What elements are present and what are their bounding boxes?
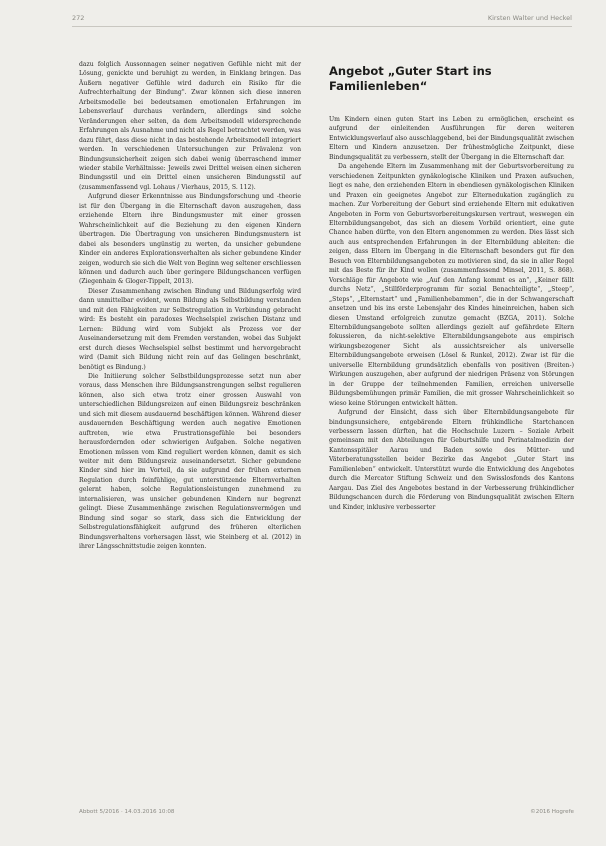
page-header (72, 14, 572, 26)
left-paragraph-1: dazu folglich Aussonnagen seiner negativen Gefühle nicht mit der Lösung, genickte und beruhigt zu werden, in Einklang bringen. Das Äußern negativer Gefühle wird dadurch ein Risiko für die Aufrechterhaltung der Bindung". Zwar können sich diese inneren Arbeitsmodelle bei bedeutsamen emotionalen Erfahrungen im Lebensverlauf durchaus verändern, allerdings sind solche Veränderungen eher selten, da dem Arbeitsmodell widersprechende Erfahrungen als Ausnahme und nicht als Regel betrachtet werden, was dazu führt, dass diese nicht in das bestehende Arbeitsmodell integriert werden. In verschiedenen Untersuchungen zur Prävalenz von Bindungsunsicherheit zeigen sich dabei wenig überraschend immer wieder stabile Verhältnisse: Jeweils zwei Drittel weisen einen sicheren Bindungsstil und ein Drittel einen unsicheren Bindungsstil auf (zusammenfassend vgl. Lohaus / Vierhaus, 2015, S. 112). (79, 61, 301, 191)
left-paragraph-4: Die Initiierung solcher Selbstbildungsprozesse setzt nun aber voraus, dass Menschen ihre Bildungsanstrengungen selbst regulieren können, also sich etwa trotz einer grossen Auswahl von unterschiedlichen Bildungsreizen auf einen Bildungsreiz beschränken und sich mit diesem ausdauernd beschäftigen können. Während dieser ausdauernden Beschäftigung werden auch negative Emotionen auftreten, wie etwa Frustrationsgefühle bei besonders herausfordernden oder schwierigen Aufgaben. Solche negativen Emotionen müssen vom Kind reguliert werden können, damit es sich weiter mit dem Bildungsreiz auseinandersetzt. Sicher gebundene Kinder sind hier im Vorteil, da sie aufgrund der frühen externen Regulation durch feinfühlige, gut unterstützende Elternverhalten gelernt haben, solche Regulationsleistungen zunehmend zu internalisieren, was unsicher gebundenen Kindern nur begrenzt gelingt. Diese Zusammenhänge zwischen Regulationsvermögen und Bindung sind sogar so stark, dass sich die Entwicklung der Selbstregulationsfähigkeit aufgrund des früheren elterlichen Bindungsverhaltens vorhersagen lässt, wie Steinberg et al. (2012) in ihrer Längsschnittstudie zeigen konnten. (79, 372, 301, 551)
left-paragraph-3: Dieser Zusammenhang zwischen Bindung und Bildungserfolg wird dann unmittelbar evident, wenn Bildung als Selbstbildung verstanden und mit den Fähigkeiten zur Selbstregulation in Verbindung gebracht wird: Es besteht ein paradoxes Wechselspiel zwischen Distanz und Lernen: Bildung wird vom Subjekt als Prozess vor der Auseinandersetzung mit dem Fremden verstanden, wobei das Subjekt erst durch dieses Wechselspiel selbst bestimmt und hervorgebracht wird (Damit sich Bildung nicht rein auf das Gelingen beschränkt, benötigt es Bindung.) (79, 287, 301, 371)
left-column (79, 60, 301, 552)
footer-right: ©2016 Hogrefe (530, 809, 574, 815)
header-rule (72, 26, 572, 27)
page-number: 272 (72, 14, 85, 22)
right-paragraph-1: Um Kindern einen guten Start ins Leben zu ermöglichen, erscheint es aufgrund der einleitenden Ausführungen für deren weiteren Entwicklungsverlauf also ausschlaggebend, bei der Bindungsqualität zwischen Eltern und Kindern anzusetzen. Der frühestmögliche Zeitpunkt, diese Bindungsqualität zu verbessern, stellt der Übergang in die Elternschaft dar. (329, 116, 574, 161)
right-paragraph-3: Aufgrund der Einsicht, dass sich über Elternbildungsangebote für bindungsunsichere, entgebärende Eltern frühkindliche Startchancen verbessern lassen dürften, hat die Hochschule Luzern – Soziale Arbeit gemeinsam mit den Abteilungen für Geburtshilfe und Perinatalmedizin der Kantonsspitäler Aarau und Baden sowie des Mütter- und Väterberatungsstellen beider Bezirke das Angebot „Guter Start ins Familienleben“ entwickelt. Unterstützt wurde die Entwicklung des Angebotes durch die Mercator Stiftung Schweiz und den Swisslosfonds des Kantons Aargau. Das Ziel des Angebotes bestand in der Verbesserung frühkindlicher Bildungschancen durch die Förderung von Bindungsqualität zwischen Eltern und Kinder, inklusive verbesserter (329, 409, 574, 511)
right-column (329, 115, 574, 512)
running-head: Kirsten Walter und Heckel (487, 14, 572, 22)
left-paragraph-2: Aufgrund dieser Erkenntnisse aus Bindungsforschung und -theorie ist für den Übergang in die Elternschaft davon auszugehen, dass erziehende Eltern ihre Bindungsmuster mit einer grossen Wahrscheinlichkeit auf die Beziehung zu den eigenen Kindern übertragen. Die Übertragung von unsicheren Bindungsmustern ist dabei als besonders ungünstig zu werten, da unsicher gebundene Kinder ein anderes Explorationsverhalten als sicher gebundene Kinder zeigen, wodurch sie sich die Welt von Beginn weg seltener erschliessen können und dadurch auch über geringere Bildungschancen verfügen (Ziegenhain & Gloger-Tippelt, 2013). (79, 193, 301, 286)
right-paragraph-2: Da angehende Eltern im Zusammenhang mit der Geburtsvorbereitung zu verschiedenen Zeitpunkten gynäkologische Kliniken und Praxen aufsuchen, liegt es nahe, den erziehenden Eltern in ebendiesen gynäkologischen Kliniken und Praxen ein geeignetes Angebot zur Elternedukation zugänglich zu machen. Zur Vorbereitung der Geburt sind erziehende Eltern mit edukativen Angeboten in Form von Geburtsvorbereitungskursen vertraut, weswegen ein Elternbildungsangebot, das sich an diesem Vorbild orientiert, eine gute Chance haben dürfte, von den Eltern angenommen zu werden. Dies lässt sich auch aus entsprechenden Erfahrungen in der Elternbildung ableiten: die zeigen, dass Eltern im Übergang in die Elternschaft besonders gut für den Besuch von Elternbildungsangeboten zu motivieren sind, da sie in aller Regel mit das Beste für ihr Kind wollen (zusammenfassend Minsel, 2011, S. 868). Vorschläge für Angebote wie „Auf den Anfang kommt es an“, „Keiner fällt durchs Netz“, „Stillförderprogramm für sozial Benachteiligte“, „Steep“, „Steps“, „Elternstart“ und „Familienhebammen“, die in der Schwangerschaft ansetzen und bis ins erste Lebensjahr des Kindes hineinreichen, haben sich diesen Umstand erfolgreich zunutze gemacht (BZGA, 2011). Solche Elternbildungsangebote sollten allerdings gezielt auf gefährdete Eltern fokussieren, da nicht-selektive Elternbildungsangebote aus empirisch wirkungsbezogener Sicht als aussichtsreicher als universelle Elternbildungsangebote erweisen (Lösel & Runkel, 2012). Zwar ist für die universelle Elternbildung grundsätzlich ebenfalls von positiven (Breiten-) Wirkungen auszugehen, aber aufgrund der niedrigen Präsenz von Störungen in der Gruppe der teilnehmenden Familien, erreichen universelle Bildungsbemühungen primär Familien, die mit grosser Wahrscheinlichkeit so wieso keine Störungen entwickelt hätten. (329, 163, 574, 407)
footer-left: Abbott 5/2016 · 14.03.2016 10:08 (79, 809, 175, 815)
page-footer (79, 809, 574, 821)
section-heading: Angebot „Guter Start ins Familienleben“ (329, 64, 492, 93)
